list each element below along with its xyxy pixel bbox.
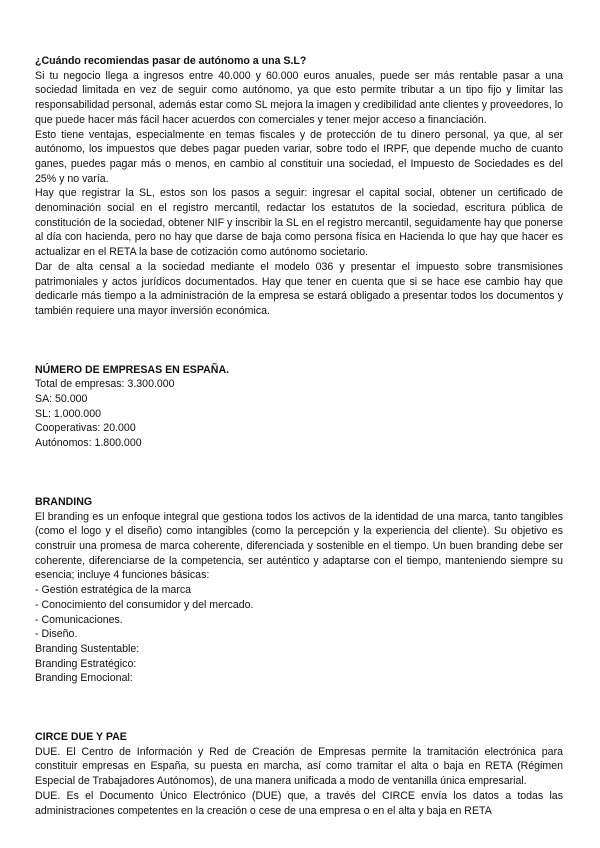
paragraph: DUE. El Centro de Información y Red de Creación de Empresas permite la tramitación electrónica para constituir empresas en España, su puesta en marcha, así como tramitar el alta o baja en RETA (Régimen Especial de Trabajadores Autónomos), de una manera unificada a modo de ventanilla única empresarial. [35, 745, 563, 788]
section-title-circe: CIRCE DUE Y PAE [35, 731, 127, 744]
stat-line: Autónomos: 1.800.000 [35, 437, 142, 450]
paragraph: El branding es un enfoque integral que gestiona todos los activos de la identidad de una marca, tanto tangibles (como el logo y el diseño) como intangibles (como la percepción y la experiencia del cliente). Su objetivo es construir una promesa de marca coherente, diferenciada y sostenible en el tiempo. Un buen branding debe ser coherente, diferenciarse de la competencia, ser auténtico y adaptarse con el tiempo, manteniendo siempre su esencia; incluye 4 funciones básicas: [35, 510, 563, 582]
paragraph: DUE. Es el Documento Único Electrónico (DUE) que, a través del CIRCE envía los datos a todas las administraciones competentes en la creación o cese de una empresa o en el alta y baja en RETA [35, 789, 563, 817]
stat-line: SL: 1.000.000 [35, 407, 101, 420]
list-item: - Conocimiento del consumidor y del mercado. [35, 598, 254, 611]
paragraph: Esto tiene ventajas, especialmente en temas fiscales y de protección de tu dinero personal, ya que, al ser autónomo, los impuestos que debes pagar pueden variar, sobre todo el IRPF, que depende mucho de cuanto ganes, puedes pagar más o menos, en cambio al constituir una sociedad, el Impuesto de Sociedades es del 25% y no varía. [35, 128, 563, 185]
stat-line: Cooperativas: 20.000 [35, 422, 136, 435]
list-item: Branding Estratégico: [35, 657, 137, 670]
section-spacer [35, 451, 563, 495]
section-spacer [35, 686, 563, 730]
stat-line: Total de empresas: 3.300.000 [35, 378, 175, 391]
section-spacer [35, 319, 563, 363]
section-title-branding: BRANDING [35, 495, 93, 508]
section-title-numero-empresas: NÚMERO DE EMPRESAS EN ESPAÑA. [35, 363, 230, 376]
document-page [35, 54, 563, 818]
paragraph: Hay que registrar la SL, estos son los pasos a seguir: ingresar el capital social, obtener un certificado de denominación social en el registro mercantil, redactar los estatutos de la sociedad, escritura pública de constitución de la sociedad, obtener NIF y inscribir la SL en el registro mercantil, seguidamente hay que ponerse al día con hacienda, pero no hay que darse de baja como persona física en Hacienda lo que hay que hacer es actualizar en el RETA la base de cotización como autónomo societario. [35, 187, 563, 259]
list-item: - Comunicaciones. [35, 613, 123, 626]
stat-line: SA: 50.000 [35, 393, 88, 406]
list-item: Branding Emocional: [35, 672, 133, 685]
section-title-autonomo-sl: ¿Cuándo recomiendas pasar de autónomo a una S.L? [35, 55, 307, 67]
list-item: - Diseño. [35, 628, 78, 641]
paragraph: Si tu negocio llega a ingresos entre 40.000 y 60.000 euros anuales, puede ser más rentable pasar a una sociedad limitada en vez de seguir como autónomo, ya que esto permite tributar a un tipo fijo y limitar las responsabilidad personal, además estar como SL mejora la imagen y credibilidad ante clientes y proveedores, lo que puede hacer más fácil hacer acuerdos con comerciales y tener mejor acceso a financiación. [35, 69, 563, 126]
list-item: Branding Sustentable: [35, 642, 140, 655]
list-item: - Gestión estratégica de la marca [35, 584, 192, 597]
paragraph: Dar de alta censal a la sociedad mediante el modelo 036 y presentar el impuesto sobre transmisiones patrimoniales y actos jurídicos documentados. Hay que tener en cuenta que si se hace ese cambio hay que dedicarle más tiempo a la administración de la empresa se estará obligado a presentar todos los documentos y también requiere una mayor inversión económica. [35, 260, 563, 317]
